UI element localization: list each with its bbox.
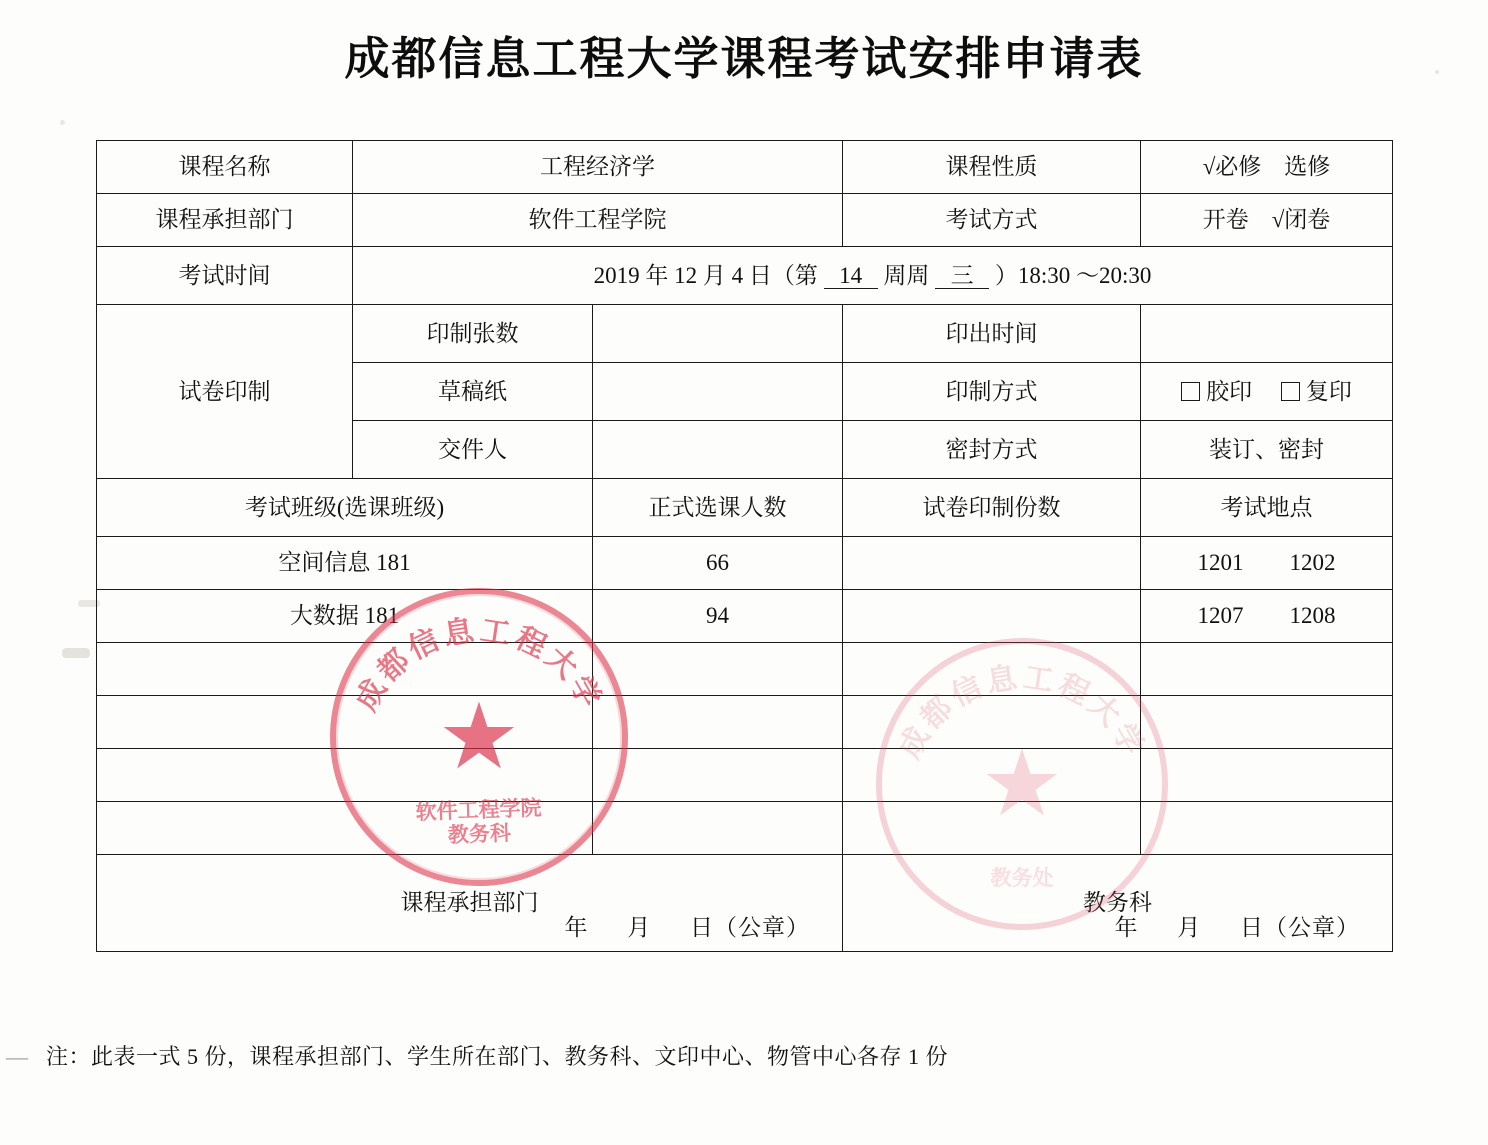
exam-mode-label: 考试方式 — [843, 194, 1141, 247]
class-header-place: 考试地点 — [1141, 479, 1393, 537]
month-label: 月 — [627, 914, 652, 940]
class-count — [593, 749, 843, 802]
seal-star-icon: ★ — [437, 686, 521, 788]
class-name: 空间信息 181 — [97, 537, 593, 590]
class-count — [593, 696, 843, 749]
exam-time-prefix: 2019 年 12 月 4 日（第 — [593, 262, 818, 288]
footer-note-text: 注：此表一式 5 份，课程承担部门、学生所在部门、教务科、文印中心、物管中心各存 1 份 — [46, 1044, 949, 1069]
class-copies — [843, 802, 1141, 855]
seal-method-label: 密封方式 — [843, 421, 1141, 479]
class-copies — [843, 696, 1141, 749]
year-label: 年 — [564, 914, 589, 940]
class-name: 大数据 181 — [97, 590, 593, 643]
deliverer-value — [593, 421, 843, 479]
exam-mode-value: 开卷 √闭卷 — [1141, 194, 1393, 247]
deliverer-label: 交件人 — [353, 421, 593, 479]
class-place — [1141, 696, 1393, 749]
signature-department-date — [549, 912, 827, 943]
print-out-time-value — [1141, 305, 1393, 363]
class-place: 1207 1208 — [1141, 590, 1393, 643]
exam-arrangement-table — [96, 140, 1393, 952]
day-label: 日（公章） — [690, 914, 810, 940]
signature-row — [97, 855, 1393, 952]
seal-star-icon: ★ — [980, 733, 1064, 835]
copy-print-checkbox[interactable] — [1281, 382, 1300, 401]
exam-time-suffix: ）18:30 ～20:30 — [994, 262, 1152, 288]
seal-method-value: 装订、密封 — [1141, 421, 1393, 479]
draft-paper-value — [593, 363, 843, 421]
month-label: 月 — [1177, 914, 1202, 940]
class-count — [593, 643, 843, 696]
department-value: 软件工程学院 — [353, 194, 843, 247]
signature-department-label: 课程承担部门 — [400, 890, 539, 916]
table-row — [97, 194, 1393, 247]
class-count: 94 — [593, 590, 843, 643]
svg-text:成都信息工程大学: 成都信息工程大学 — [348, 613, 610, 717]
print-sheets-value — [593, 305, 843, 363]
class-header-class: 考试班级(选课班级) — [97, 479, 593, 537]
course-name-value: 工程经济学 — [353, 141, 843, 194]
class-table-header-row — [97, 479, 1393, 537]
class-count: 66 — [593, 537, 843, 590]
course-nature-value: √必修 选修 — [1141, 141, 1393, 194]
print-sheets-label: 印制张数 — [353, 305, 593, 363]
print-out-time-label: 印出时间 — [843, 305, 1141, 363]
class-header-copies: 试卷印制份数 — [843, 479, 1141, 537]
exam-time-weekday: 三 — [935, 263, 989, 289]
class-place — [1141, 643, 1393, 696]
class-copies — [843, 537, 1141, 590]
scan-speck — [60, 120, 65, 125]
table-row — [97, 247, 1393, 305]
print-method-value — [1141, 363, 1393, 421]
course-name-label: 课程名称 — [97, 141, 353, 194]
class-name — [97, 802, 593, 855]
page-title: 成都信息工程大学课程考试安排申请表 — [344, 32, 1144, 85]
scan-speck — [62, 648, 90, 658]
class-place: 1201 1202 — [1141, 537, 1393, 590]
copy-print-label: 复印 — [1305, 378, 1352, 404]
offset-print-checkbox[interactable] — [1181, 382, 1200, 401]
signature-office-cell — [843, 855, 1393, 952]
footer-note — [6, 1040, 949, 1071]
department-label: 课程承担部门 — [97, 194, 353, 247]
class-count — [593, 802, 843, 855]
signature-office-date — [1099, 912, 1377, 943]
seal-bottom-text: 软件工程学院 教务科 — [415, 794, 542, 847]
table-row — [97, 305, 1393, 363]
table-row — [97, 696, 1393, 749]
offset-print-label: 胶印 — [1206, 378, 1253, 404]
table-row — [97, 749, 1393, 802]
print-method-label: 印制方式 — [843, 363, 1141, 421]
exam-time-week: 14 — [824, 263, 878, 289]
class-name — [97, 696, 593, 749]
signature-department-cell — [97, 855, 843, 952]
svg-text:成都信息工程大学: 成都信息工程大学 — [892, 660, 1152, 765]
table-row — [97, 537, 1393, 590]
table-row — [97, 643, 1393, 696]
class-copies — [843, 749, 1141, 802]
class-copies — [843, 590, 1141, 643]
signature-office-label: 教务科 — [1083, 890, 1152, 916]
seal-bottom-text: 教务处 — [990, 864, 1054, 890]
day-label: 日（公章） — [1240, 914, 1360, 940]
scan-dash: — — [6, 1044, 29, 1069]
class-name — [97, 643, 593, 696]
table-row — [97, 141, 1393, 194]
exam-time-value — [353, 247, 1393, 305]
table-row — [97, 802, 1393, 855]
class-place — [1141, 802, 1393, 855]
class-header-count: 正式选课人数 — [593, 479, 843, 537]
class-name — [97, 749, 593, 802]
draft-paper-label: 草稿纸 — [353, 363, 593, 421]
printing-section-label: 试卷印制 — [97, 305, 353, 479]
year-label: 年 — [1114, 914, 1139, 940]
class-place — [1141, 749, 1393, 802]
course-nature-label: 课程性质 — [843, 141, 1141, 194]
exam-time-mid: 周周 — [883, 262, 930, 288]
class-copies — [843, 643, 1141, 696]
exam-time-label: 考试时间 — [97, 247, 353, 305]
table-row — [97, 590, 1393, 643]
